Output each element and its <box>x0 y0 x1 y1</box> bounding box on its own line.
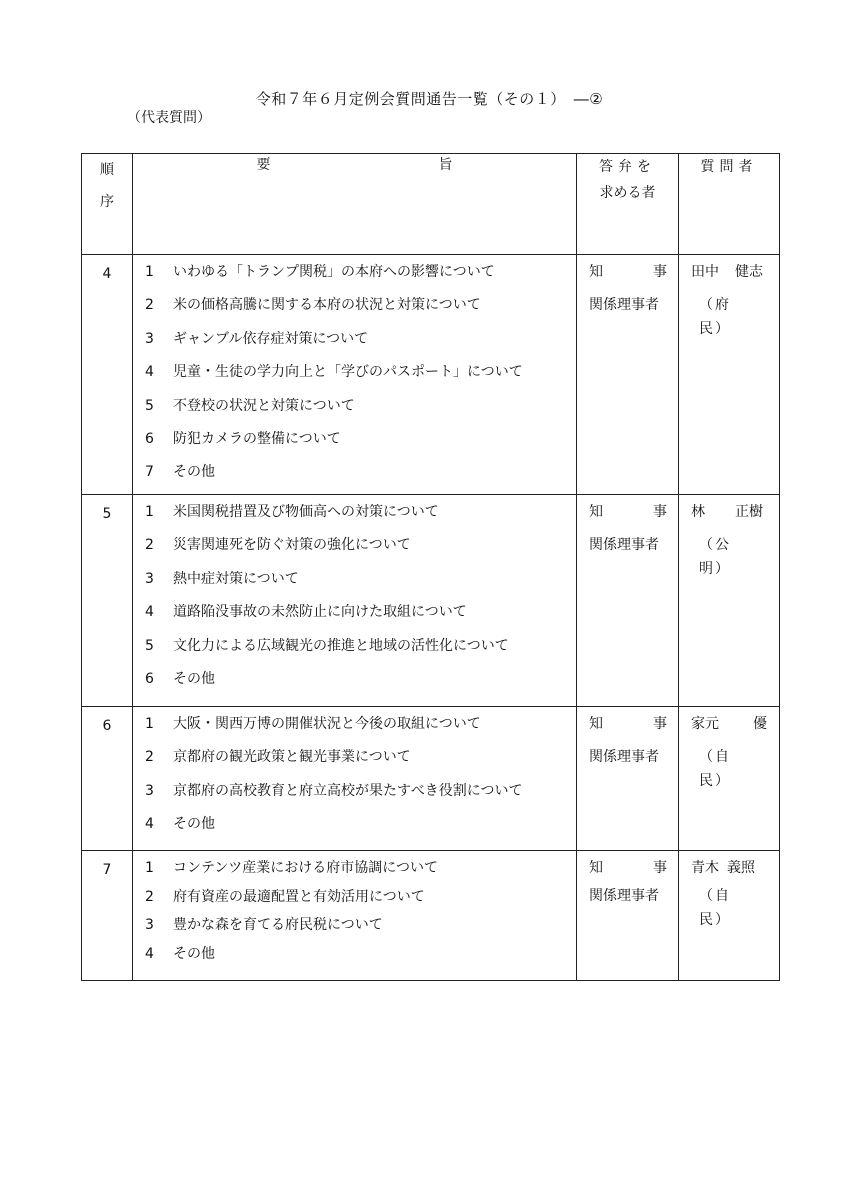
party-char1: 府 <box>715 297 731 313</box>
item-text: その他 <box>173 816 215 833</box>
table-header-row <box>82 154 780 255</box>
item-number: 3 <box>145 917 154 933</box>
header-respondent-top: 答弁を <box>599 159 656 175</box>
summary-cell <box>133 255 577 495</box>
item-text: 米国関税措置及び物価高への対策について <box>173 504 439 520</box>
list-item <box>141 745 576 778</box>
respondent-cell <box>577 255 679 495</box>
list-item <box>141 634 576 667</box>
header-summary-right: 旨 <box>438 157 453 173</box>
party-char2: 民 <box>699 773 715 789</box>
order-number: 6 <box>82 707 133 851</box>
item-text: ギャンブル依存症対策について <box>173 330 369 347</box>
list-item <box>141 500 576 533</box>
party-char2: 民 <box>699 321 715 337</box>
questioner-given-name: 義照 <box>727 860 755 876</box>
list-item <box>141 427 576 460</box>
item-text: その他 <box>173 945 215 962</box>
item-text: 米の価格高騰に関する本府の状況と対策について <box>173 297 481 314</box>
questioner-party: （自民） <box>699 749 731 789</box>
item-text: 児童・生徒の学力向上と「学びのパスポート」について <box>173 364 523 381</box>
respondent-governor-char1: 知 <box>589 264 603 280</box>
respondent-governor-char2: 事 <box>653 716 667 732</box>
header-summary <box>133 154 577 255</box>
questioner-name <box>691 260 767 293</box>
respondent-cell <box>577 707 679 851</box>
page-title: 令和７年６月定例会質問通告一覧（その１） ―② <box>255 90 604 108</box>
item-text: その他 <box>173 464 215 481</box>
questioner-name <box>691 712 767 745</box>
respondent-officials: 関係理事者 <box>589 888 659 904</box>
respondent-officials: 関係理事者 <box>589 537 659 553</box>
item-number: 1 <box>145 860 154 876</box>
party-char2: 民 <box>699 912 715 928</box>
list-item <box>141 567 576 600</box>
item-number: 6 <box>145 670 154 687</box>
table-row <box>82 255 780 495</box>
questioner-given-name: 健志 <box>735 264 763 280</box>
questioner-party: （公明） <box>699 537 731 577</box>
list-item <box>141 533 576 566</box>
list-item <box>141 712 576 745</box>
item-text: 文化力による広域観光の推進と地域の活性化について <box>173 637 509 654</box>
questioner-party: （自民） <box>699 888 731 928</box>
party-char1: 自 <box>715 749 731 765</box>
table-row <box>82 707 780 851</box>
respondent-officials: 関係理事者 <box>589 297 659 313</box>
item-text: いわゆる「トランプ関税」の本府への影響について <box>173 264 495 280</box>
respondent-officials: 関係理事者 <box>589 749 659 765</box>
questioner-given-name: 優 <box>753 716 767 732</box>
header-summary-left: 要 <box>256 157 271 173</box>
questioner-family-name: 青木 <box>691 860 719 876</box>
header-order <box>82 154 133 255</box>
party-char1: 自 <box>715 888 731 904</box>
summary-cell <box>133 707 577 851</box>
item-text: 災害関連死を防ぐ対策の強化について <box>173 537 411 554</box>
list-item <box>141 885 576 914</box>
questioner-family-name: 田中 <box>691 264 719 280</box>
respondent-governor-char1: 知 <box>589 716 603 732</box>
table-row <box>82 851 780 981</box>
item-number: 1 <box>145 504 154 520</box>
questioner-family-name: 林 <box>691 504 705 520</box>
respondent-cell <box>577 851 679 981</box>
respondent-governor-char2: 事 <box>653 860 667 876</box>
header-order-bottom: 序 <box>100 194 114 210</box>
item-number: 3 <box>145 782 154 799</box>
item-text: 京都府の高校教育と府立高校が果たすべき役割について <box>173 782 523 799</box>
header-questioner-label: 質問者 <box>700 159 758 175</box>
summary-list <box>133 495 576 700</box>
order-number: 7 <box>82 851 133 981</box>
header-respondent <box>577 154 679 255</box>
questioner-family-name: 家元 <box>691 716 719 732</box>
list-item <box>141 327 576 360</box>
item-number: 5 <box>145 637 154 654</box>
order-number: 4 <box>82 255 133 495</box>
item-number: 4 <box>145 945 154 962</box>
item-text: 不登校の状況と対策について <box>173 397 355 414</box>
list-item <box>141 812 576 845</box>
table-row <box>82 495 780 707</box>
summary-list <box>133 255 576 494</box>
item-number: 1 <box>145 264 154 280</box>
list-item <box>141 460 576 493</box>
item-text: 防犯カメラの整備について <box>173 430 341 447</box>
respondent-governor-char2: 事 <box>653 264 667 280</box>
respondent-governor-char1: 知 <box>589 504 603 520</box>
page-subtitle: （代表質問） <box>127 110 211 126</box>
respondent-cell <box>577 495 679 707</box>
list-item <box>141 394 576 427</box>
item-text: 豊かな森を育てる府民税について <box>173 917 383 933</box>
item-text: 大阪・関西万博の開催状況と今後の取組について <box>173 716 481 732</box>
questioner-cell <box>679 255 780 495</box>
list-item <box>141 856 576 885</box>
item-number: 1 <box>145 716 154 732</box>
order-number: 5 <box>82 495 133 707</box>
list-item <box>141 913 576 942</box>
item-number: 4 <box>145 816 154 833</box>
item-text: 京都府の観光政策と観光事業について <box>173 749 411 766</box>
summary-cell <box>133 495 577 707</box>
item-text: 熱中症対策について <box>173 570 299 587</box>
item-number: 4 <box>145 604 154 621</box>
header-respondent-bottom: 求める者 <box>599 185 656 201</box>
party-char2: 明 <box>699 561 715 577</box>
summary-cell <box>133 851 577 981</box>
item-text: その他 <box>173 670 215 687</box>
respondent-governor-char2: 事 <box>653 504 667 520</box>
list-item <box>141 942 576 971</box>
questioner-cell <box>679 495 780 707</box>
questioner-name <box>691 856 767 884</box>
list-item <box>141 600 576 633</box>
item-text: コンテンツ産業における府市協調について <box>173 860 439 876</box>
list-item <box>141 360 576 393</box>
question-notice-table <box>81 153 780 981</box>
item-number: 2 <box>145 888 154 905</box>
item-number: 3 <box>145 330 154 347</box>
item-number: 2 <box>145 537 154 554</box>
header-questioner <box>679 154 780 255</box>
item-text: 道路陥没事故の未然防止に向けた取組について <box>173 604 467 621</box>
item-number: 6 <box>145 430 154 447</box>
item-number: 7 <box>145 464 154 481</box>
header-order-top: 順 <box>100 162 114 178</box>
item-number: 2 <box>145 749 154 766</box>
questioner-party: （府民） <box>699 297 731 337</box>
questioner-given-name: 正樹 <box>735 504 763 520</box>
summary-list <box>133 707 576 846</box>
party-char1: 公 <box>715 537 731 553</box>
summary-list <box>133 851 576 970</box>
item-number: 2 <box>145 297 154 314</box>
questioner-cell <box>679 707 780 851</box>
respondent-governor-char1: 知 <box>589 860 603 876</box>
list-item <box>141 293 576 326</box>
list-item <box>141 260 576 293</box>
questioner-cell <box>679 851 780 981</box>
questioner-name <box>691 500 767 533</box>
list-item <box>141 779 576 812</box>
list-item <box>141 667 576 700</box>
item-number: 5 <box>145 397 154 414</box>
item-number: 4 <box>145 364 154 381</box>
item-text: 府有資産の最適配置と有効活用について <box>173 888 425 905</box>
item-number: 3 <box>145 570 154 587</box>
